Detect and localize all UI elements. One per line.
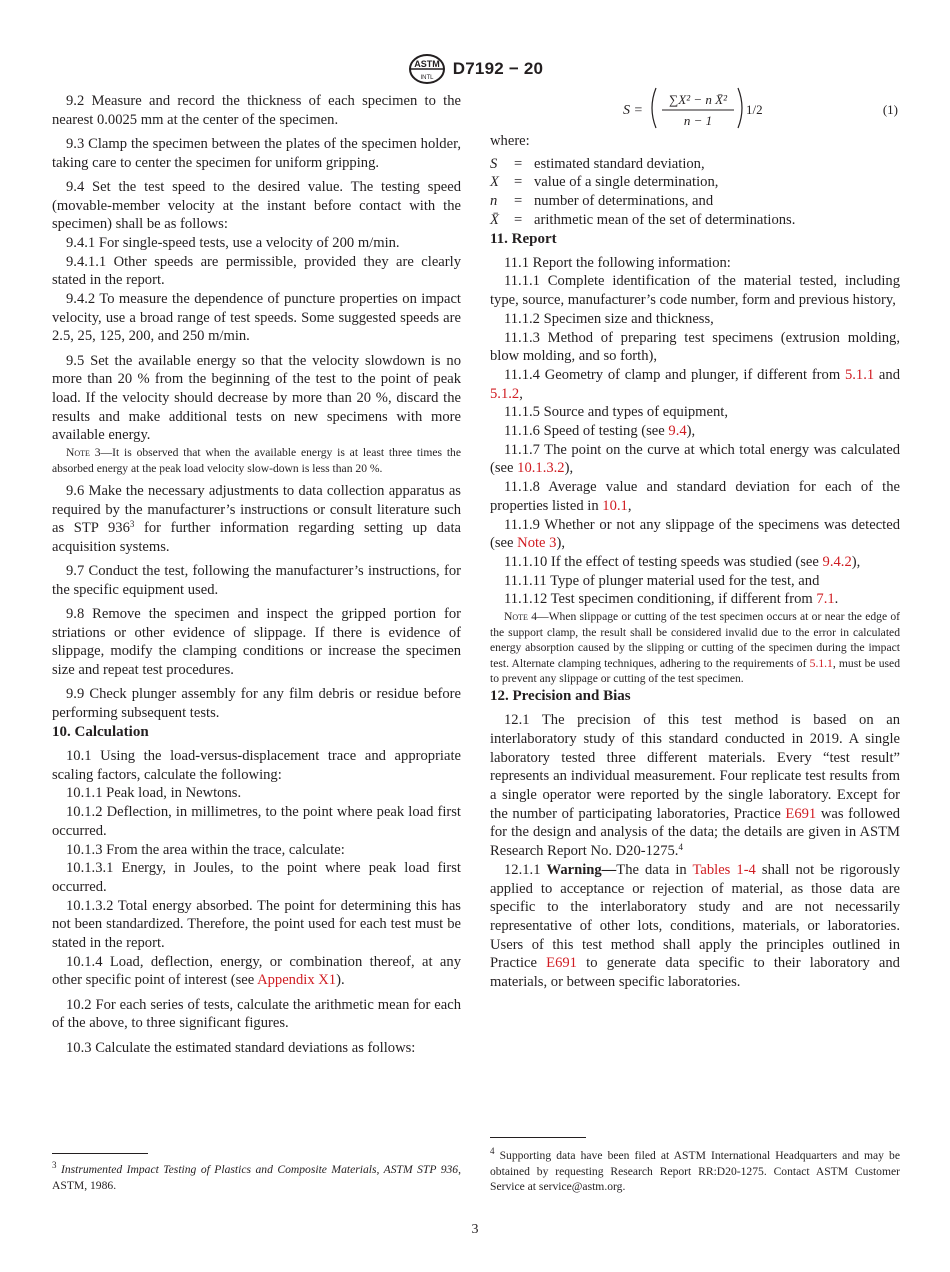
link-9-4[interactable]: 9.4 xyxy=(668,423,687,440)
left-column xyxy=(52,92,461,1057)
link-appendix-x1[interactable]: Appendix X1 xyxy=(257,972,337,989)
definition-text: value of a single determination, xyxy=(534,174,719,191)
link-tables-1-4[interactable]: Tables 1-4 xyxy=(692,861,756,878)
note-3 xyxy=(52,445,461,476)
page-header xyxy=(0,52,950,86)
link-e691-2[interactable]: E691 xyxy=(546,955,577,972)
paragraph-9-7: 9.7 Conduct the test, following the manufacturer’s instructions, for the specific equipment used. xyxy=(52,563,461,598)
paragraph-11-1-12-text: 11.1.12 Test specimen conditioning, if different from xyxy=(504,591,817,608)
footnote-3-number: 3 xyxy=(52,1160,57,1170)
paragraph-10-3: 10.3 Calculate the estimated standard deviations as follows: xyxy=(66,1039,416,1056)
paragraph-9-3: 9.3 Clamp the specimen between the plates of the specimen holder, taking care to center the specimen for uniform gripping. xyxy=(52,135,461,171)
definition-text: estimated standard deviation, xyxy=(534,155,705,172)
paragraph-11-1-7-end: ), xyxy=(564,460,574,477)
definition-symbol: n xyxy=(490,193,498,210)
equation-number: (1) xyxy=(882,102,898,117)
footnote-4 xyxy=(490,1148,900,1195)
footnote-divider-right xyxy=(490,1137,586,1138)
definition-row xyxy=(490,155,900,174)
note-4 xyxy=(490,609,900,687)
paragraph-12-1 xyxy=(490,711,900,861)
paragraph-11-1-12-end: . xyxy=(834,591,839,608)
note-4-text-end: , must be used to prevent any slippage or cutting of the test specimen. xyxy=(490,656,900,686)
paragraph-9-9: 9.9 Check plunger assembly for any film debris or residue before performing subsequent tests. xyxy=(52,686,461,722)
paragraph-11-1-8-text: 11.1.8 Average value and standard deviation for each of the properties listed in xyxy=(490,479,900,514)
paragraph-11-1-4-end: , xyxy=(519,385,523,402)
paragraph-11-1-2: 11.1.2 Specimen size and thickness, xyxy=(504,310,714,327)
equation-1 xyxy=(490,82,900,132)
paragraph-9-4-2: 9.4.2 To measure the dependence of puncture properties on impact velocity, use a broad range of test speeds. Some suggested speeds are 2.5, 25, 125, 200, and 250 m/min. xyxy=(52,291,461,345)
link-note-3[interactable]: Note 3 xyxy=(517,535,557,552)
note-4-text: 4—When slippage or cutting of the test specimen occurs at or near the edge of the support clamp, the result shall be considered invalid due to the error in calculated energy absorption caused by the slipping or cutting of the specimen during the impact test. Alternate clamping techniques, adhering to the requirements of xyxy=(490,610,900,670)
paragraph-11-1-4-and: and xyxy=(874,366,900,383)
equation-right-paren xyxy=(738,88,742,128)
svg-text:ASTM: ASTM xyxy=(414,59,440,69)
paragraph-11-1-8 xyxy=(490,478,900,515)
paragraph-10-1-3-1: 10.1.3.1 Energy, in Joules, to the point where peak load first occurred. xyxy=(52,860,461,895)
paragraph-11-1-9-text: 11.1.9 Whether or not any slippage of the specimens was detected (see xyxy=(490,516,900,552)
definition-row xyxy=(490,173,900,192)
definition-equals: = xyxy=(514,193,523,210)
paragraph-12-1-text-cont: was followed for the design and analysis of the data; the details are given in ASTM Research Report No. D20-1275. xyxy=(490,805,900,860)
paragraph-9-5: 9.5 Set the available energy so that the velocity slowdown is no more than 20 % from the beginning of the test to the point of peak load. If the velocity should decrease by more than 20 %, discard the results and make additional tests on new specimens with more available energy. xyxy=(52,352,461,444)
paragraph-9-6-text-cont: for further information regarding setting up data acquisition systems. xyxy=(52,520,461,555)
paragraph-10-1-2: 10.1.2 Deflection, in millimetres, to the point where peak load first occurred. xyxy=(52,804,461,839)
footnote-3-title: Instrumented Impact Testing of Plastics and Composite Materials, ASTM STP 936 xyxy=(56,1163,459,1176)
equation-denominator: n − 1 xyxy=(683,113,713,128)
equation-numerator: ∑X² − n X̄² xyxy=(669,92,727,107)
paragraph-11-1-11: 11.1.11 Type of plunger material used for the test, and xyxy=(504,572,820,589)
paragraph-10-1: 10.1 Using the load-versus-displacement trace and appropriate scaling factors, calculate the following: xyxy=(52,747,461,783)
footnote-3-rest: , ASTM, 1986. xyxy=(52,1163,461,1192)
paragraph-11-1-5: 11.1.5 Source and types of equipment, xyxy=(504,404,728,421)
paragraph-10-1-4-end: ). xyxy=(336,972,345,989)
definition-list xyxy=(490,155,900,230)
paragraph-11-1-6-text: 11.1.6 Speed of testing (see xyxy=(504,423,669,440)
paragraph-11-1-10-text: 11.1.10 If the effect of testing speeds was studied (see xyxy=(504,553,823,570)
link-10-1-3-2[interactable]: 10.1.3.2 xyxy=(517,460,565,477)
paragraph-12-1-1-end: to generate data specific to their laboratory and materials, or between specific laboratories. xyxy=(490,955,900,991)
paragraph-11-1-9 xyxy=(490,516,900,553)
paragraph-10-2: 10.2 For each series of tests, calculate the arithmetic mean for each of the above, to three significant figures. xyxy=(52,996,461,1032)
footnote-4-text: Supporting data have been filed at ASTM International Headquarters and may be obtained by requesting Research Report RR:D20-1275. Contact ASTM Customer Service at service@astm.org. xyxy=(490,1149,900,1194)
paragraph-10-1-1: 10.1.1 Peak load, in Newtons. xyxy=(66,785,242,802)
paragraph-11-1-3: 11.1.3 Method of preparing test specimens (extrusion molding, blow molding, and so forth), xyxy=(490,329,900,365)
definition-symbol: X̄ xyxy=(490,211,499,228)
paragraph-11-1-10-end: ), xyxy=(851,553,861,570)
paragraph-9-4-1-1: 9.4.1.1 Other speeds are permissible, provided they are clearly stated in the report. xyxy=(52,253,461,289)
paragraph-9-6 xyxy=(52,482,461,557)
paragraph-10-1-3: 10.1.3 From the area within the trace, calculate: xyxy=(66,841,345,858)
paragraph-12-1-1-text-cont: shall not be rigorously applied to acceptance or rejection of material, as those data are specific to the interlaboratory study and are not necessarily representative of other lots, conditions, materials, or laboratories. Users of this test method shall apply the principles outlined in Practice xyxy=(490,861,900,972)
definition-equals: = xyxy=(514,155,523,172)
equation-lhs: S = xyxy=(623,103,643,118)
svg-text:INTL: INTL xyxy=(420,75,434,81)
paragraph-11-1-6-end: ), xyxy=(686,423,696,440)
definition-symbol: X xyxy=(490,174,499,191)
paragraph-11-1-4-text: 11.1.4 Geometry of clamp and plunger, if different from xyxy=(504,366,845,383)
paragraph-12-1-text: 12.1 The precision of this test method is based on an interlaboratory study of this standard conducted in 2019. A single laboratory tested three different materials. Every “test result” represents an individual measurement. Four replicate test results from a single operator were reported by the single laboratory. Except for the number of participating laboratories, Practice xyxy=(490,712,900,822)
link-e691[interactable]: E691 xyxy=(785,805,817,822)
note-3-label: Note xyxy=(66,446,90,460)
definition-text: number of determinations, and xyxy=(534,193,714,210)
designation: D7192 − 20 xyxy=(452,59,544,78)
right-column xyxy=(490,92,900,992)
paragraph-12-1-1-text: The data in xyxy=(616,861,693,878)
definition-text: arithmetic mean of the set of determinations. xyxy=(534,211,796,228)
paragraph-11-1-4 xyxy=(490,366,900,403)
link-9-4-2[interactable]: 9.4.2 xyxy=(822,553,852,570)
warning-label: Warning— xyxy=(546,861,617,878)
footnote-3 xyxy=(52,1162,461,1193)
footnote-ref-3[interactable]: 3 xyxy=(129,519,135,530)
paragraph-9-2: 9.2 Measure and record the thickness of each specimen to the nearest 0.0025 mm at the center of the specimen. xyxy=(52,93,461,128)
definition-row xyxy=(490,192,900,211)
where-label: where: xyxy=(490,133,530,149)
link-10-1[interactable]: 10.1 xyxy=(602,497,628,514)
section-heading-11: 11. Report xyxy=(490,230,557,247)
section-heading-10: 10. Calculation xyxy=(52,723,149,740)
paragraph-11-1-6 xyxy=(490,422,900,441)
paragraph-11-1-8-end: , xyxy=(627,497,632,514)
link-5-1-1-note[interactable]: 5.1.1 xyxy=(809,656,833,670)
paragraph-11-1-12 xyxy=(490,590,900,609)
footnote-divider-left xyxy=(52,1153,148,1154)
link-5-1-1[interactable]: 5.1.1 xyxy=(844,366,875,383)
paragraph-12-1-1 xyxy=(490,861,900,992)
paragraph-10-1-4 xyxy=(52,953,461,990)
paragraph-11-1-10 xyxy=(490,553,900,572)
paragraph-12-1-1-num: 12.1.1 xyxy=(504,861,547,878)
paragraph-9-4-1: 9.4.1 For single-speed tests, use a velocity of 200 m/min. xyxy=(66,234,400,251)
definition-equals: = xyxy=(514,174,523,191)
paragraph-11-1-7-text: 11.1.7 The point on the curve at which total energy was calculated (see xyxy=(490,441,900,477)
note-3-text: 3—It is observed that when the available energy is at least three times the absorbed energy at the peak load velocity slow-down is less than 20 %. xyxy=(52,446,461,475)
definition-equals: = xyxy=(514,211,523,228)
footnote-4-number: 4 xyxy=(490,1146,495,1156)
paragraph-9-6-text: 9.6 Make the necessary adjustments to data collection apparatus as required by the manufacturer’s instructions or consult literature such as STP 936 xyxy=(52,482,461,537)
paragraph-10-1-4-text: 10.1.4 Load, deflection, energy, or combination thereof, at any other specific point of interest (see xyxy=(52,953,461,989)
section-heading-12: 12. Precision and Bias xyxy=(490,688,631,705)
page-number: 3 xyxy=(471,1222,479,1237)
paragraph-11-1-9-end: ), xyxy=(556,535,565,552)
paragraph-11-1-7 xyxy=(490,441,900,478)
note-4-label: Note xyxy=(504,610,528,624)
paragraph-11-1-1: 11.1.1 Complete identification of the material tested, including type, source, manufacturer’s code number, form and previous history, xyxy=(490,273,900,309)
footnote-ref-4[interactable]: 4 xyxy=(678,842,683,853)
equation-left-paren xyxy=(652,88,656,128)
equation-exponent: 1/2 xyxy=(746,102,763,117)
paragraph-10-1-3-2: 10.1.3.2 Total energy absorbed. The point for determining this has not been standardized. Therefore, the point used for each test must be stated in the report. xyxy=(52,897,461,952)
definition-row xyxy=(490,211,900,230)
paragraph-11-1: 11.1 Report the following information: xyxy=(504,254,731,271)
definition-symbol: S xyxy=(490,155,498,172)
astm-logo-icon xyxy=(407,53,447,85)
link-7-1[interactable]: 7.1 xyxy=(816,591,835,608)
paragraph-9-8: 9.8 Remove the specimen and inspect the gripped portion for striations or other evidence of slippage. If there is evidence of slippage, modify the clamping conditions or increase the specimen size and repeat test procedures. xyxy=(52,606,461,679)
equation-graphic xyxy=(490,82,900,138)
paragraph-9-4: 9.4 Set the test speed to the desired value. The testing speed (movable-member velocity at the instant before contact with the specimen) shall be as follows: xyxy=(52,178,461,233)
link-5-1-2[interactable]: 5.1.2 xyxy=(490,385,520,402)
